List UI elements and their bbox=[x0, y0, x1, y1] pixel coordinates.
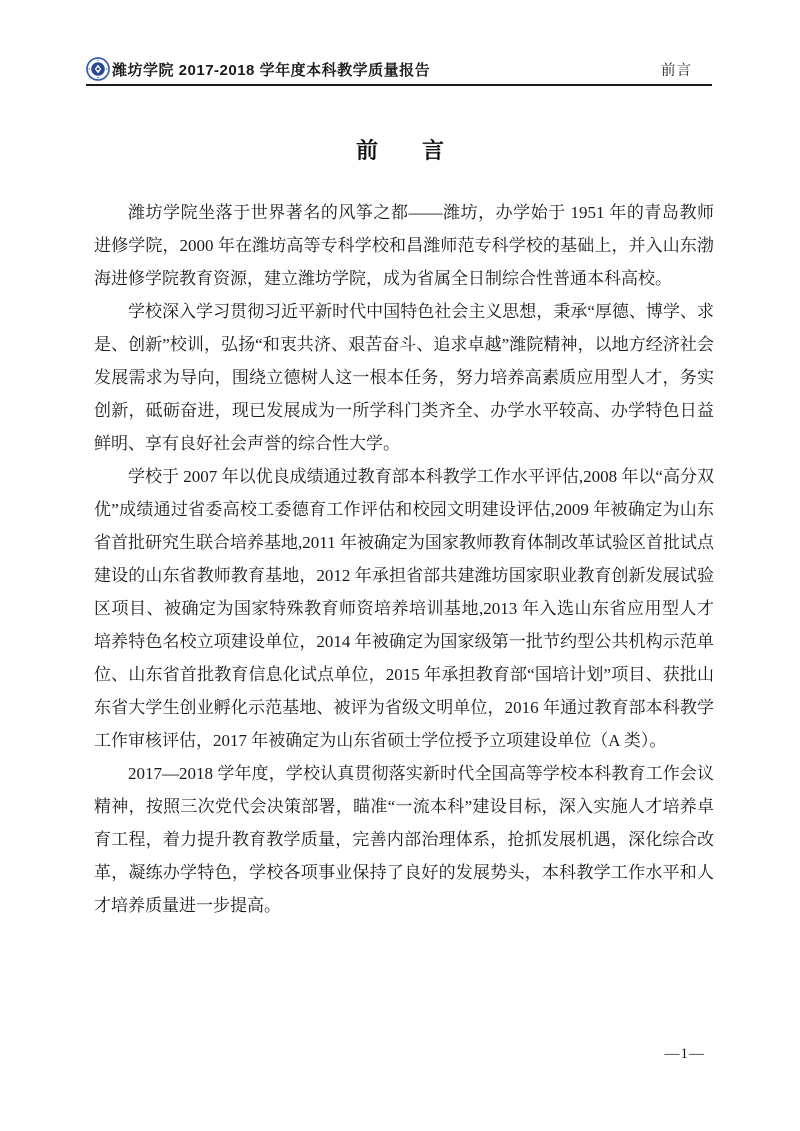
page-number: —1— bbox=[664, 1046, 705, 1062]
paragraph: 潍坊学院坐落于世界著名的风筝之都——潍坊，办学始于 1951 年的青岛教师进修学院，2000 年在潍坊高等专科学校和昌潍师范专科学校的基础上，并入山东渤海进修学院教育资源，建立潍坊学院，成为省属全日制综合性普通本科高校。 bbox=[94, 203, 714, 288]
header-section-label: 前言 bbox=[661, 62, 692, 79]
university-logo-icon bbox=[86, 57, 110, 81]
document-body bbox=[94, 196, 714, 922]
paragraph: 2017—2018 学年度，学校认真贯彻落实新时代全国高等学校本科教育工作会议精神，按照三次党代会决策部署，瞄准“一流本科”建设目标，深入实施人才培养卓育工程，着力提升教育教学质量，完善内部治理体系，抢抓发展机遇，深化综合改革，凝练办学特色，学校各项事业保持了良好的发展势头，本科教学工作水平和人才培养质量进一步提高。 bbox=[94, 764, 714, 915]
page-title: 前 言 bbox=[355, 138, 444, 163]
header-report-title: 潍坊学院 2017-2018 学年度本科教学质量报告 bbox=[112, 61, 431, 79]
page-header bbox=[86, 57, 712, 86]
paragraph: 学校深入学习贯彻习近平新时代中国特色社会主义思想，秉承“厚德、博学、求是、创新”校训，弘扬“和衷共济、艰苦奋斗、追求卓越”潍院精神，以地方经济社会发展需求为导向，围绕立德树人这一根本任务，努力培养高素质应用型人才，务实创新，砥砺奋进，现已发展成为一所学科门类齐全、办学水平较高、办学特色日益鲜明、享有良好社会声誉的综合性大学。 bbox=[94, 302, 714, 453]
paragraph: 学校于 2007 年以优良成绩通过教育部本科教学工作水平评估,2008 年以“高分双优”成绩通过省委高校工委德育工作评估和校园文明建设评估,2009 年被确定为山东省首批研究生联合培养基地,2011 年被确定为国家教师教育体制改革试验区首批试点建设的山东省教师教育基地，2012 年承担省部共建潍坊国家职业教育创新发展试验区项目、被确定为国家特殊教育师资培养培训基地,2013 年入选山东省应用型人才培养特色名校立项建设单位，2014 年被确定为国家级第一批节约型公共机构示范单位、山东省首批教育信息化试点单位，2015 年承担教育部“国培计划”项目、获批山东省大学生创业孵化示范基地、被评为省级文明单位，2016 年通过教育部本科教学工作审核评估，2017 年被确定为山东省硕士学位授予立项建设单位（A 类）。 bbox=[94, 467, 714, 750]
